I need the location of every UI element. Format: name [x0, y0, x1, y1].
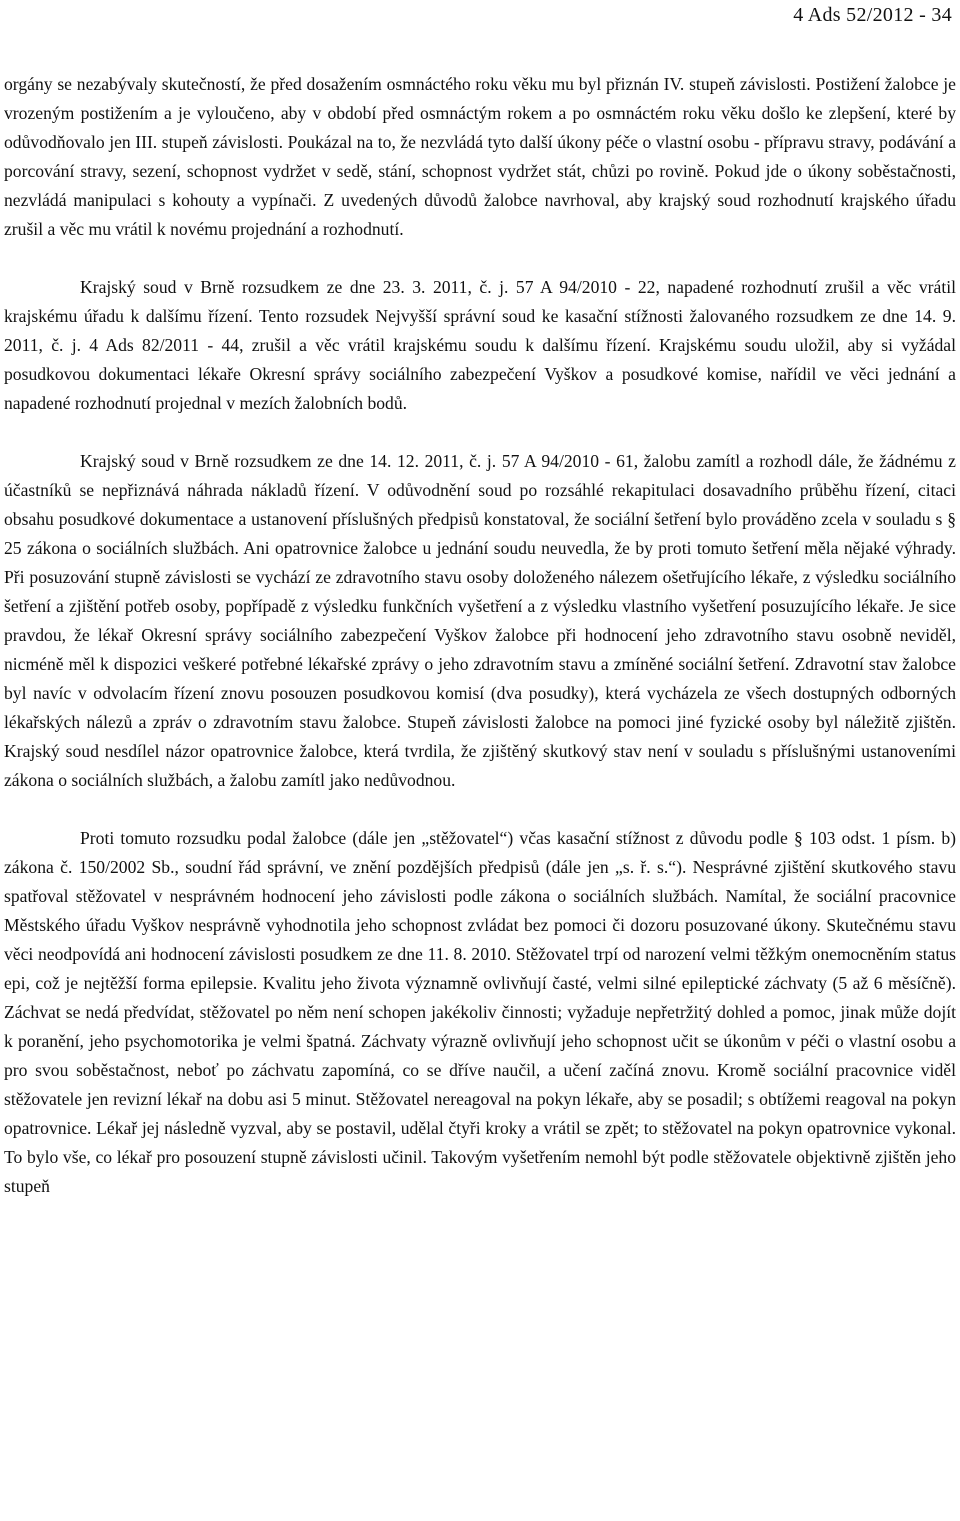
paragraph: orgány se nezabývaly skutečností, že před dosažením osmnáctého roku věku mu byl přiznán IV. stupeň závislosti. Postižení žalobce je vrozeným postižením a je vyloučeno, aby v období před osmnáctým rokem a po osmnáctém roku věku došlo ke zlepšení, které by odůvodňovalo jen III. stupeň závislosti. Poukázal na to, že nezvládá tyto další úkony péče o vlastní osobu - přípravu stravy, podávání a porcování stravy, sezení, schopnost vydržet v sedě, stání, schopnost vydržet stát, chůzi po rovině. Pokud jde o úkony soběstačnosti, nezvládá manipulaci s kohouty a vypínači. Z uvedených důvodů žalobce navrhoval, aby krajský soud rozhodnutí krajského úřadu zrušil a věc mu vrátil k novému projednání a rozhodnutí.: [4, 74, 956, 239]
document-body: [4, 70, 956, 1201]
page-reference: 4 Ads 52/2012 - 34: [793, 4, 952, 26]
paragraph: Krajský soud v Brně rozsudkem ze dne 14. 12. 2011, č. j. 57 A 94/2010 - 61, žalobu zamítl a rozhodl dále, že žádnému z účastníků se nepřiznává náhrada nákladů řízení. V odůvodnění soud po rozsáhlé rekapitulaci dosavadního průběhu řízení, citaci obsahu posudkové dokumentace a ustanovení příslušných předpisů konstatoval, že sociální šetření bylo prováděno zcela v souladu s § 25 zákona o sociálních službách. Ani opatrovnice žalobce u jednání soudu neuvedla, že by proti tomuto šetření měla nějaké výhrady. Při posuzování stupně závislosti se vychází ze zdravotního stavu osoby doloženého nálezem ošetřujícího lékaře, z výsledku sociálního šetření a zjištění potřeb osoby, popřípadě z výsledku funkčních vyšetření a z výsledku vlastního vyšetření posuzujícího lékaře. Je sice pravdou, že lékař Okresní správy sociálního zabezpečení Vyškov žalobce při hodnocení jeho zdravotního stavu osobně neviděl, nicméně měl k dispozici veškeré potřebné lékařské zprávy o jeho zdravotním stavu a zmíněné sociální šetření. Zdravotní stav žalobce byl navíc v odvolacím řízení znovu posouzen posudkovou komisí (dva posudky), která vycházela ze všech dostupných odborných lékařských nálezů a zpráv o zdravotním stavu žalobce. Stupeň závislosti žalobce na pomoci jiné fyzické osoby byl náležitě zjištěn. Krajský soud nesdílel názor opatrovnice žalobce, která tvrdila, že zjištěný skutkový stav není v souladu s příslušnými ustanoveními zákona o sociálních službách, a žalobu zamítl jako nedůvodnou.: [4, 451, 956, 790]
paragraph: Krajský soud v Brně rozsudkem ze dne 23. 3. 2011, č. j. 57 A 94/2010 - 22, napadené rozhodnutí zrušil a věc vrátil krajskému úřadu k dalšímu řízení. Tento rozsudek Nejvyšší správní soud ke kasační stížnosti žalovaného rozsudkem ze dne 14. 9. 2011, č. j. 4 Ads 82/2011 - 44, zrušil a věc vrátil krajskému soudu k dalšímu řízení. Krajskému soudu uložil, aby si vyžádal posudkovou dokumentaci lékaře Okresní správy sociálního zabezpečení Vyškov a posudkové komise, nařídil ve věci jednání a napadené rozhodnutí projednal v mezích žalobních bodů.: [4, 277, 956, 413]
paragraph: Proti tomuto rozsudku podal žalobce (dále jen „stěžovatel“) včas kasační stížnost z důvodu podle § 103 odst. 1 písm. b) zákona č. 150/2002 Sb., soudní řád správní, ve znění pozdějších předpisů (dále jen „s. ř. s.“). Nesprávné zjištění skutkového stavu spatřoval stěžovatel v nesprávném hodnocení jeho závislosti podle zákona o sociálních službách. Namítal, že sociální pracovnice Městského úřadu Vyškov nesprávně vyhodnotila jeho schopnost zvládat bez pomoci či dozoru posuzované úkony. Skutečnému stavu věci neodpovídá ani hodnocení závislosti posudkem ze dne 11. 8. 2010. Stěžovatel trpí od narození velmi těžkým onemocněním status epi, což je nejtěžší forma epilepsie. Kvalitu jeho života významně ovlivňují časté, velmi silné epileptické záchvaty (5 až 6 měsíčně). Záchvat se nedá předvídat, stěžovatel po něm není schopen jakékoliv činnosti; vyžaduje nepřetržitý dohled a pomoc, jinak může dojít k poranění, jeho psychomotorika je velmi špatná. Záchvaty výrazně ovlivňují jeho schopnost učit se úkonům v péči o vlastní osobu a pro svou soběstačnost, neboť po záchvatu zapomíná, co se dříve naučil, a učení začíná znovu. Kromě sociální pracovnice viděl stěžovatele jen revizní lékař na dobu asi 5 minut. Stěžovatel nereagoval na pokyn lékaře, aby se posadil; s obtížemi reagoval na pokyn opatrovnice. Lékař jej následně vyzval, aby se postavil, udělal čtyři kroky a vrátil se zpět; to stěžovatel na pokyn opatrovnice vykonal. To bylo vše, co lékař pro posouzení stupně závislosti učinil. Takovým vyšetřením nemohl být podle stěžovatele objektivně zjištěn jeho stupeň: [4, 828, 956, 1196]
